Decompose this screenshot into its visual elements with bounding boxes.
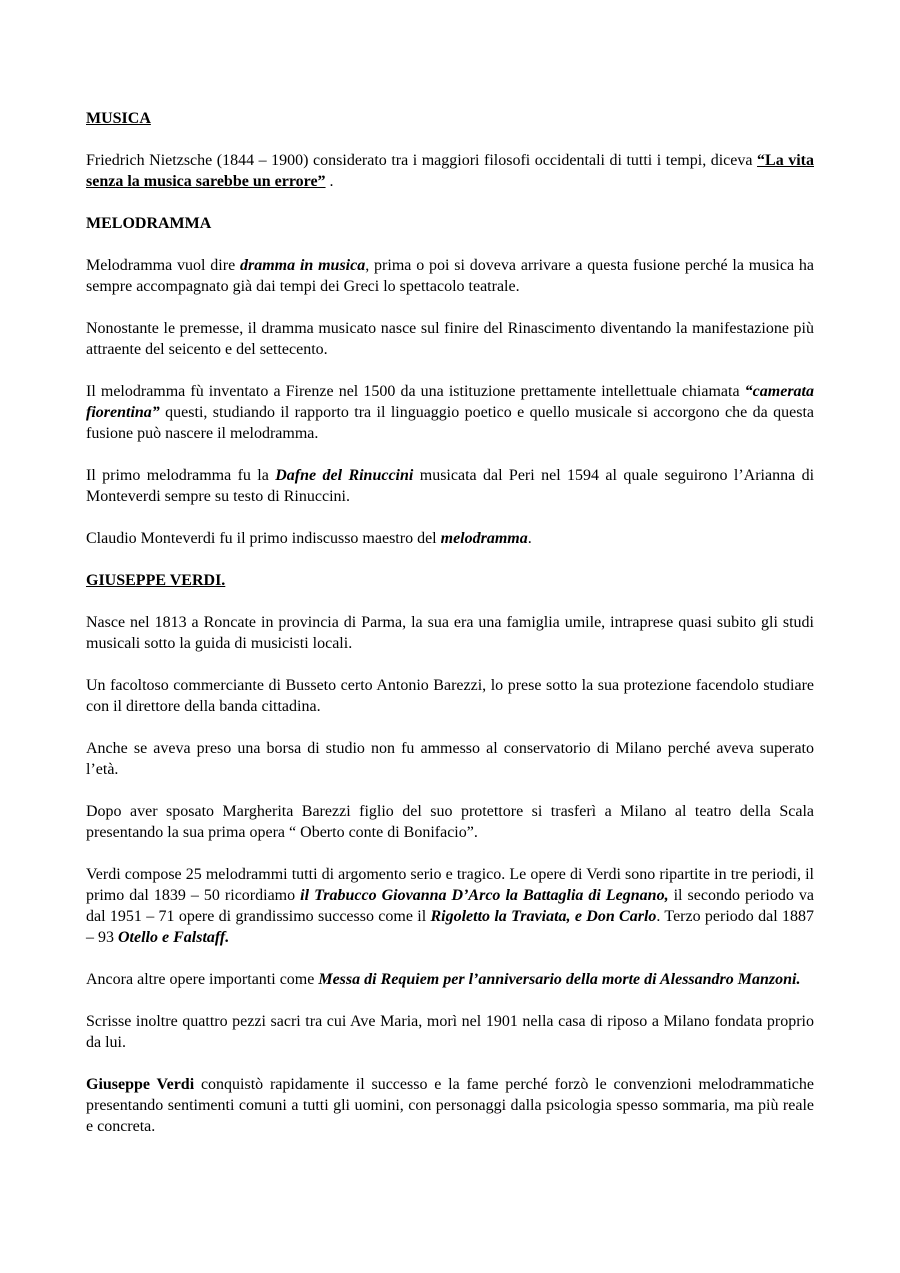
spacer: [86, 591, 814, 612]
spacer: [86, 549, 814, 570]
paragraph-conservatorio: Anche se aveva preso una borsa di studio non fu ammesso al conservatorio di Milano perché aveva superato l’età.: [86, 740, 814, 778]
spacer: [86, 780, 814, 801]
paragraph-rinascimento: Nonostante le premesse, il dramma musicato nasce sul finire del Rinascimento diventando la manifestazione più attraente del seicento e del settecento.: [86, 320, 814, 358]
emphasis-text: Otello e Falstaff.: [118, 929, 230, 946]
paragraph-melodramma-definition: [86, 255, 814, 297]
emphasis-text: Rigoletto la Traviata, e Don Carlo: [430, 908, 657, 925]
emphasis-text: melodramma: [440, 530, 528, 547]
spacer: [86, 654, 814, 675]
paragraph-monteverdi: [86, 528, 814, 549]
text-run: il secondo periodo va dal 1951 – 71 opere di grandissimo successo come il: [86, 887, 814, 925]
text-run: Ancora altre opere importanti come: [86, 971, 319, 988]
paragraph-dafne: [86, 465, 814, 507]
spacer: [86, 990, 814, 1011]
emphasis-text: il Trabucco Giovanna D’Arco la Battaglia di Legnano,: [300, 887, 669, 904]
text-run: musicata dal Peri nel 1594 al quale seguirono l’Arianna di Monteverdi sempre su testo di Rinuccini.: [86, 467, 815, 505]
paragraph-nietzsche: [86, 150, 814, 192]
spacer: [86, 948, 814, 969]
document-page: [86, 108, 814, 1137]
paragraph-oberto: Dopo aver sposato Margherita Barezzi figlio del suo protettore si trasferì a Milano al teatro della Scala presentando la sua prima opera “ Oberto conte di Bonifacio”.: [86, 803, 814, 841]
emphasis-text: dramma in musica: [240, 257, 366, 274]
text-run: Melodramma vuol dire: [86, 257, 240, 274]
paragraph-requiem: [86, 969, 814, 990]
text-run: . Terzo periodo dal 1887 – 93: [86, 908, 814, 946]
paragraph-camerata: [86, 381, 814, 444]
spacer: [86, 192, 814, 213]
text-run: Claudio Monteverdi fu il primo indiscusso maestro del: [86, 530, 441, 547]
paragraph-periodi: [86, 864, 814, 948]
text-run: questi, studiando il rapporto tra il linguaggio poetico e quello musicale si accorgono che da questa fusione può nascere il melodramma.: [86, 404, 814, 442]
paragraph-pezzi-sacri: Scrisse inoltre quattro pezzi sacri tra cui Ave Maria, morì nel 1901 nella casa di riposo a Milano fondata proprio da lui.: [86, 1013, 814, 1051]
text-run: , prima o poi si doveva arrivare a questa fusione perché la musica ha sempre accompagnato già dai tempi dei Greci lo spettacolo teatrale.: [86, 257, 815, 295]
spacer: [86, 717, 814, 738]
spacer: [86, 507, 814, 528]
text-run: .: [325, 173, 334, 190]
spacer: [86, 297, 814, 318]
spacer: [86, 1053, 814, 1074]
spacer: [86, 843, 814, 864]
spacer: [86, 129, 814, 150]
emphasis-text: “camerata fiorentina”: [86, 383, 814, 421]
spacer: [86, 444, 814, 465]
text-run: Friedrich Nietzsche (1844 – 1900) considerato tra i maggiori filosofi occidentali di tutti i tempi, diceva: [86, 152, 758, 169]
emphasis-text: Messa di Requiem per l’anniversario della morte di Alessandro Manzoni.: [318, 971, 801, 988]
text-run: conquistò rapidamente il successo e la fame perché forzò le convenzioni melodrammatiche presentando sentimenti comuni a tutti gli uomini, con personaggi dalla psicologia spesso sommaria, ma più reale e concreta.: [86, 1076, 815, 1135]
paragraph-successo: [86, 1074, 814, 1137]
text-run: Verdi compose 25 melodrammi tutti di argomento serio e tragico. Le opere di Verdi sono ripartite in tre periodi, il primo dal 1839 – 50 ricordiamo: [86, 866, 814, 904]
text-run: Il melodramma fù inventato a Firenze nel 1500 da una istituzione prettamente intellettuale chiamata: [86, 383, 745, 400]
text-run: Il primo melodramma fu la: [86, 467, 276, 484]
bold-text: Giuseppe Verdi: [86, 1076, 195, 1093]
heading-musica: MUSICA: [86, 110, 151, 127]
paragraph-barezzi: Un facoltoso commerciante di Busseto certo Antonio Barezzi, lo prese sotto la sua protezione facendolo studiare con il direttore della banda cittadina.: [86, 677, 814, 715]
text-run: .: [527, 530, 532, 547]
emphasis-text: Dafne del Rinuccini: [275, 467, 414, 484]
heading-giuseppe-verdi: GIUSEPPE VERDI.: [86, 572, 226, 589]
spacer: [86, 360, 814, 381]
heading-melodramma: MELODRAMMA: [86, 215, 212, 232]
nietzsche-quote: “La vita senza la musica sarebbe un errore”: [86, 152, 814, 190]
spacer: [86, 234, 814, 255]
paragraph-verdi-birth: Nasce nel 1813 a Roncate in provincia di Parma, la sua era una famiglia umile, intraprese quasi subito gli studi musicali sotto la guida di musicisti locali.: [86, 614, 814, 652]
